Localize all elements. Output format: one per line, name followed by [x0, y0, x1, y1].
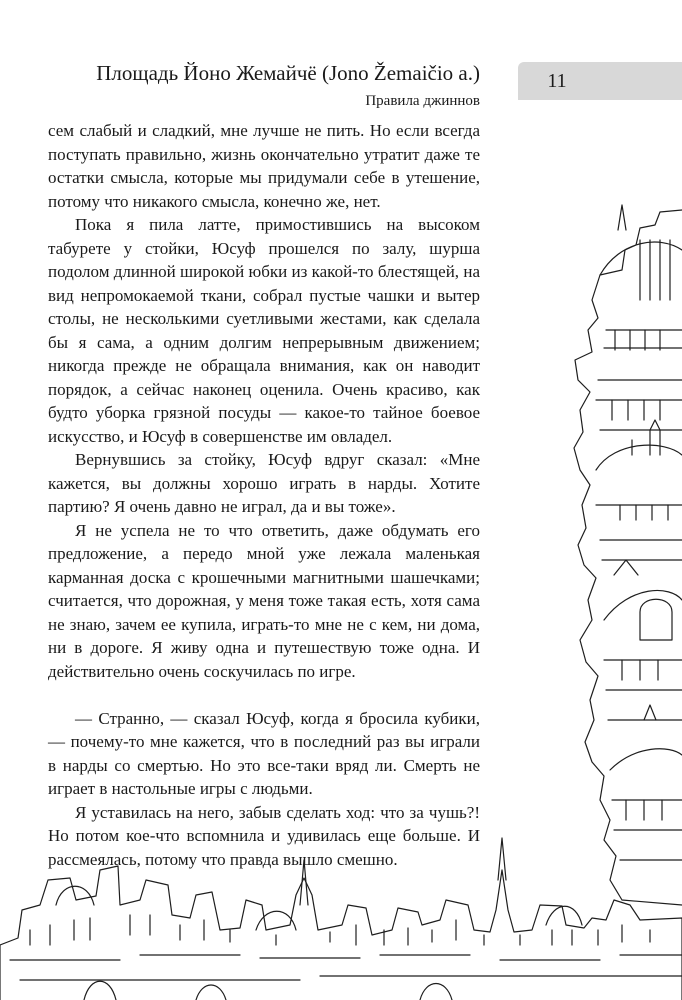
paragraph: сем слабый и сладкий, мне лучше не пить. Но если всегда поступать правильно, жизнь окончательно утратит даже те остатки смысла, которые мы придумали себе в утешение, потому что никакого смысла, конечно же, нет.: [48, 121, 480, 211]
paragraph: Пока я пила латте, примостившись на высоком табурете у стойки, Юсуф прошелся по залу, шурша подолом длинной широкой юбки из какой-то блестящей, на вид непромокаемой ткани, собрал пустые чашки и вытер столы, не несколькими суетливыми жестами, как сделала бы я сама, а одним долгим непрерывным движением; никогда прежде не обращала внимания, как он наводит порядок, а сейчас наконец оценила. Очень красиво, как будто уборка грязной посуды — какое-то тайное боевое искусство, и Юсуф в совершенстве им овладел.: [48, 215, 480, 446]
paragraph: Я уставилась на него, забыв сделать ход: что за чушь?! Но потом кое-что вспомнила и удивилась еще больше. И рассмеялась, потому что правда вышло смешно.: [48, 802, 480, 869]
page-number-tab: [518, 62, 682, 100]
page-number: 11: [547, 70, 567, 92]
paragraph: — Странно, — сказал Юсуф, когда я бросила кубики, — почему-то мне кажется, что в последний раз вы играли в нарды со смертью. Но это все-таки вряд ли. Смерть не играет в настольные игры с людьми.: [48, 708, 480, 798]
running-head-title: Площадь Йоно Жемайчё (Jono Žemaičio a.): [96, 61, 480, 85]
paragraph: Я не успела не то что ответить, даже обдумать его предложение, а передо мной уже лежала маленькая карманная доска с крошечными магнитными шашечками; считается, что дорожная, у меня тоже такая есть, хотя сама не знаю, зачем ее купила, играть-то мне не с кем, ни дома, ни в дороге. Я живу одна и путешествую тоже одна. И действительно очень соскучилась по игре.: [48, 520, 480, 681]
right-skyline-drawing: [574, 205, 682, 905]
body-text: [48, 119, 480, 871]
running-head: [96, 60, 480, 112]
running-head-subtitle: Правила джиннов: [365, 93, 480, 109]
paragraph: Вернувшись за стойку, Юсуф вдруг сказал: «Мне кажется, вы должны хорошо играть в нарды. Хотите партию? Я очень давно не играл, да и вы тоже».: [48, 450, 480, 516]
